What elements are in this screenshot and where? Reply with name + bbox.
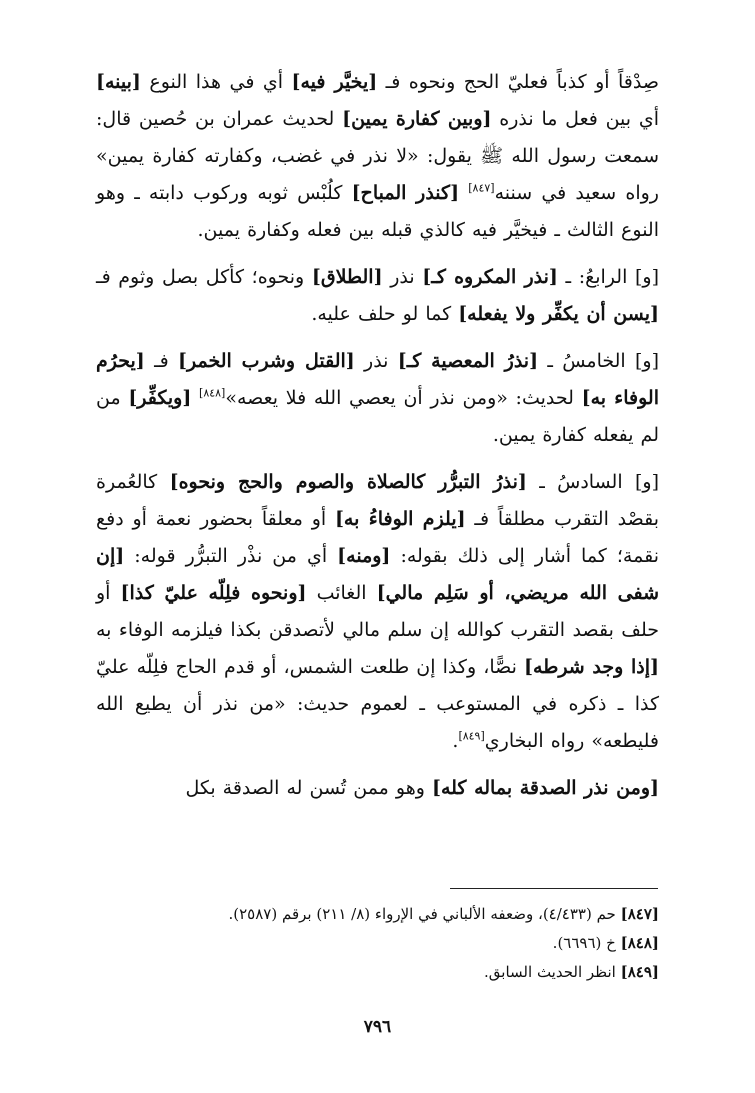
footnote-text: حم (٤/٤٣٣)، وضعفه الألباني في الإرواء (٨/ ٢١١) برقم (٢٥٨٧).: [228, 905, 621, 923]
text-run: [و] الخامسُ ـ: [538, 350, 659, 372]
text-run: أي في هذا النوع: [140, 71, 292, 93]
text-run: من لم يفعله كفارة يمين.: [96, 387, 659, 446]
footnote-849: [96, 958, 659, 987]
paragraph-4: [96, 464, 659, 760]
footnote-ref-848[interactable]: [٨٤٨]: [199, 386, 226, 400]
bold-term: [ومن نذر الصدقة بماله كله]: [431, 777, 659, 799]
bold-term: [ونحوه فلِلّه عليّ كذا]: [120, 582, 307, 604]
paragraph-3: [96, 343, 659, 454]
paragraph-5: [96, 770, 659, 807]
footnote-848: [96, 929, 659, 958]
text-run: كلُبْس ثوبه وركوب دابته ـ وهو النوع الثالث ـ فيخيَّر فيه كالذي قبله بين فعله وكفارة يمين.: [96, 182, 659, 241]
bold-term: [بينه]: [96, 71, 141, 93]
footnote-number: [٨٤٧]: [620, 905, 659, 923]
footnote-number: [٨٤٨]: [620, 934, 659, 952]
bold-term: [كنذر المباح]: [351, 182, 460, 204]
text-run: أي بين فعل ما نذره: [491, 108, 660, 130]
text-run: صِدْقاً أو كذباً فعليّ الحج ونحوه فـ: [377, 71, 659, 93]
text-run: نذر: [382, 266, 423, 288]
text-run: أو حلف بقصد التقرب كوالله إن سلم مالي لأتصدقن بكذا فيلزمه الوفاء به: [96, 582, 659, 641]
footnote-text: انظر الحديث السابق.: [484, 963, 621, 981]
footnote-ref-847[interactable]: [٨٤٧]: [468, 181, 495, 195]
footnote-847: [96, 900, 659, 929]
footnote-text: خ (٦٦٩٦).: [552, 934, 621, 952]
paragraph-2: [96, 259, 659, 333]
bold-term: [ومنه]: [337, 545, 391, 567]
text-run: نصًّا، وكذا إن طلعت الشمس، أو قدم الحاج فلِلّه عليّ كذا ـ ذكره في المستوعب ـ لعموم حديث: «من نذر أن يطيع الله فليطعه» رواه البخاري: [96, 656, 659, 752]
text-run: ونحوه؛ كأكل بصل وثوم فـ: [96, 266, 312, 288]
paragraph-1: [96, 64, 659, 249]
footnotes: [96, 900, 659, 987]
text-run: [191, 387, 199, 409]
text-run: كما لو حلف عليه.: [311, 303, 459, 325]
footnote-ref-849[interactable]: [٨٤٩]: [458, 729, 485, 743]
text-run: وهو ممن تُسن له الصدقة بكل: [185, 777, 432, 799]
bold-term: [يحرُم الوفاء به]: [96, 350, 659, 409]
bold-term: [وبين كفارة يمين]: [342, 108, 492, 130]
text-run: [و] السادسُ ـ: [526, 471, 659, 493]
text-run: لحديث عمران بن حُصين قال: سمعت رسول الله ﷺ يقول: «لا نذر في غضب، وكفارته كفارة يمين» رواه سعيد في سننه: [96, 108, 659, 204]
text-run: .: [452, 730, 459, 752]
bold-term: [نذرُ المعصية كـ]: [397, 350, 539, 372]
text-run: [و] الرابعُ: ـ: [557, 266, 659, 288]
bold-term: [نذر المكروه كـ]: [422, 266, 558, 288]
page-number: ٧٩٦: [363, 1017, 392, 1037]
bold-term: [يسن أن يكفِّر ولا يفعله]: [458, 303, 659, 325]
text-run: [459, 182, 468, 204]
text-run: فـ: [144, 350, 178, 372]
footnote-number: [٨٤٩]: [620, 963, 659, 981]
text-run: الغائب: [306, 582, 377, 604]
text-run: نذر: [354, 350, 398, 372]
text-run: كالعُمرة بقصْد التقرب مطلقاً فـ: [96, 471, 659, 530]
text-run: لحديث: «ومن نذر أن يعصي الله فلا يعصه»: [225, 387, 582, 409]
footnote-divider: [450, 888, 658, 889]
bold-term: [القتل وشرب الخمر]: [178, 350, 355, 372]
bold-term: [يلزم الوفاءُ به]: [334, 508, 466, 530]
bold-term: [ويكفِّر]: [128, 387, 192, 409]
text-run: أي من نذْر التبرُّر قوله:: [124, 545, 338, 567]
bold-term: [يخيَّر فيه]: [291, 71, 378, 93]
bold-term: [الطلاق]: [311, 266, 383, 288]
text-run: أو معلقاً بحضور نعمة أو دفع نقمة؛ كما أشار إلى ذلك بقوله:: [96, 508, 659, 567]
bold-term: [نذرُ التبرُّر كالصلاة والصوم والحج ونحوه]: [169, 471, 527, 493]
bold-term: [إن شفى الله مريضي، أو سَلِم مالي]: [96, 545, 659, 604]
bold-term: [إذا وجد شرطه]: [524, 656, 659, 678]
